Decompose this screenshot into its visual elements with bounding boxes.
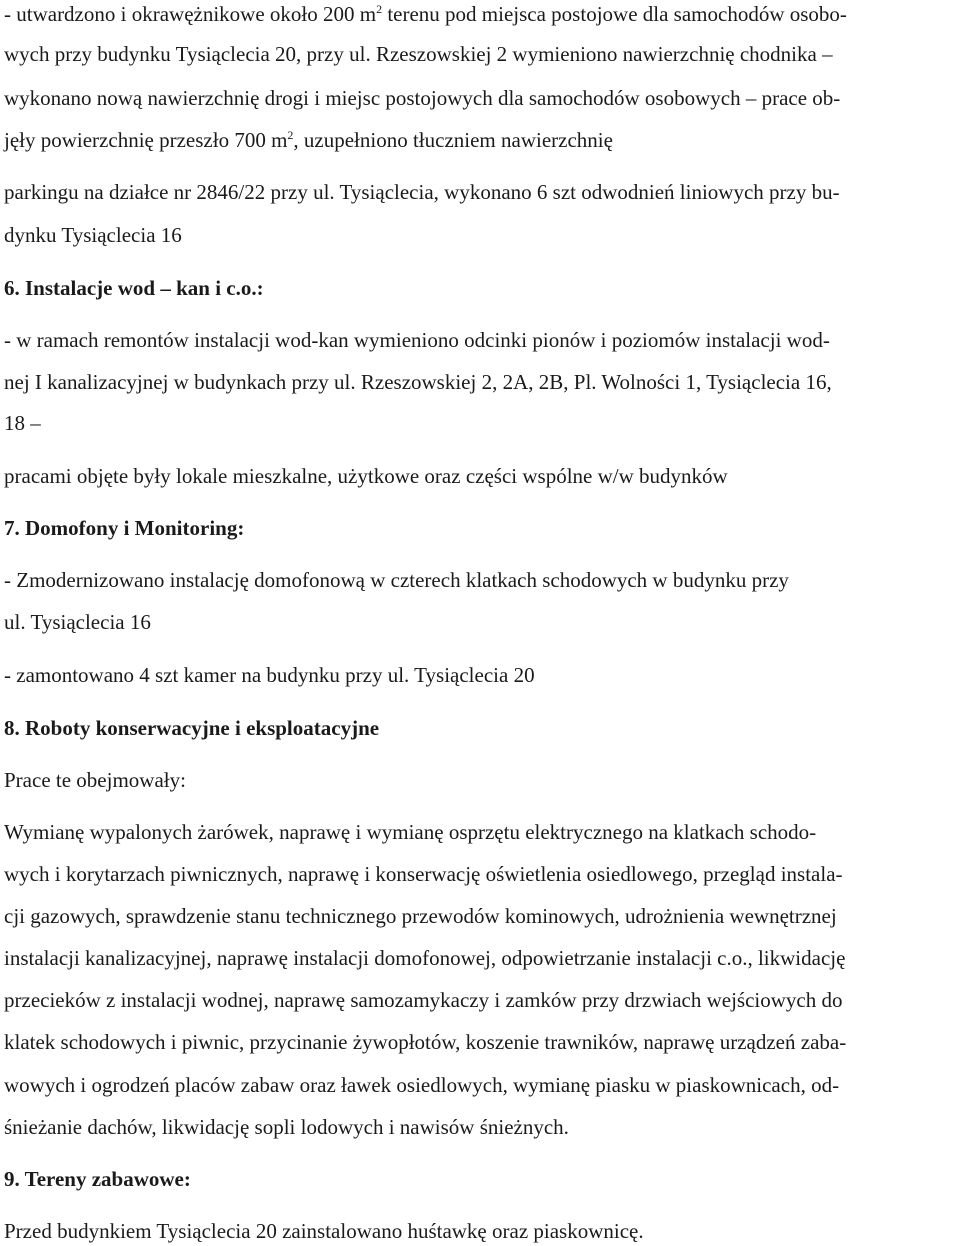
text-line: parkingu na działce nr 2846/22 przy ul. Tysiąclecia, wykonano 6 szt odwodnień liniowych przy bu- xyxy=(4,180,840,204)
text-line xyxy=(4,126,613,154)
text-line: wykonano nową nawierzchnię drogi i miejsc postojowych dla samochodów osobowych – prace ob- xyxy=(4,86,841,110)
text-line: śnieżanie dachów, likwidację sopli lodowych i nawisów śnieżnych. xyxy=(4,1115,569,1139)
text-line: wych i korytarzach piwnicznych, naprawę i konserwację oświetlenia osiedlowego, przegląd instala- xyxy=(4,862,843,886)
text-line: nej I kanalizacyjnej w budynkach przy ul. Rzeszowskiej 2, 2A, 2B, Pl. Wolności 1, Tysiąclecia 16, xyxy=(4,370,832,394)
text-segment: terenu pod miejsca postojowe dla samochodów osobo- xyxy=(382,2,847,26)
text-line: klatek schodowych i piwnic, przycinanie żywopłotów, koszenie trawników, naprawę urządzeń zaba- xyxy=(4,1030,847,1054)
text-line: ul. Tysiąclecia 16 xyxy=(4,610,151,634)
text-line: wych przy budynku Tysiąclecia 20, przy ul. Rzeszowskiej 2 wymieniono nawierzchnię chodnika – xyxy=(4,42,833,66)
text-line: - zamontowano 4 szt kamer na budynku przy ul. Tysiąclecia 20 xyxy=(4,663,535,687)
text-line: przecieków z instalacji wodnej, naprawę samozamykaczy i zamków przy drzwiach wejściowych do xyxy=(4,988,843,1012)
text-line: wowych i ogrodzeń placów zabaw oraz ławek osiedlowych, wymianę piasku w piaskownicach, od- xyxy=(4,1073,840,1097)
text-line: - Zmodernizowano instalację domofonową w czterech klatkach schodowych w budynku przy xyxy=(4,568,789,592)
section-heading: 9. Tereny zabawowe: xyxy=(4,1167,191,1191)
section-heading: 7. Domofony i Monitoring: xyxy=(4,516,245,540)
section-heading: 6. Instalacje wod – kan i c.o.: xyxy=(4,276,264,300)
text-segment: - utwardzono i okrawężnikowe około 200 m xyxy=(4,2,377,26)
superscript: 2 xyxy=(376,2,383,16)
text-line: pracami objęte były lokale mieszkalne, użytkowe oraz części wspólne w/w budynków xyxy=(4,464,728,488)
text-line: 18 – xyxy=(4,411,41,435)
text-line xyxy=(4,0,847,28)
text-line: Przed budynkiem Tysiąclecia 20 zainstalowano huśtawkę oraz piaskownicę. xyxy=(4,1219,644,1243)
text-line: Prace te obejmowały: xyxy=(4,768,186,792)
text-segment: jęły powierzchnię przeszło 700 m xyxy=(4,128,288,152)
text-line: dynku Tysiąclecia 16 xyxy=(4,223,182,247)
text-line: - w ramach remontów instalacji wod-kan wymieniono odcinki pionów i poziomów instalacji wod- xyxy=(4,328,830,352)
superscript: 2 xyxy=(287,128,294,142)
text-line: Wymianę wypalonych żarówek, naprawę i wymianę osprzętu elektrycznego na klatkach schodo- xyxy=(4,820,817,844)
text-line: cji gazowych, sprawdzenie stanu technicznego przewodów kominowych, udrożnienia wewnętrznej xyxy=(4,904,837,928)
text-segment: , uzupełniono tłuczniem nawierzchnię xyxy=(293,128,613,152)
section-heading: 8. Roboty konserwacyjne i eksploatacyjne xyxy=(4,716,380,740)
text-line: instalacji kanalizacyjnej, naprawę instalacji domofonowej, odpowietrzanie instalacji c.o., likwidację xyxy=(4,946,846,970)
